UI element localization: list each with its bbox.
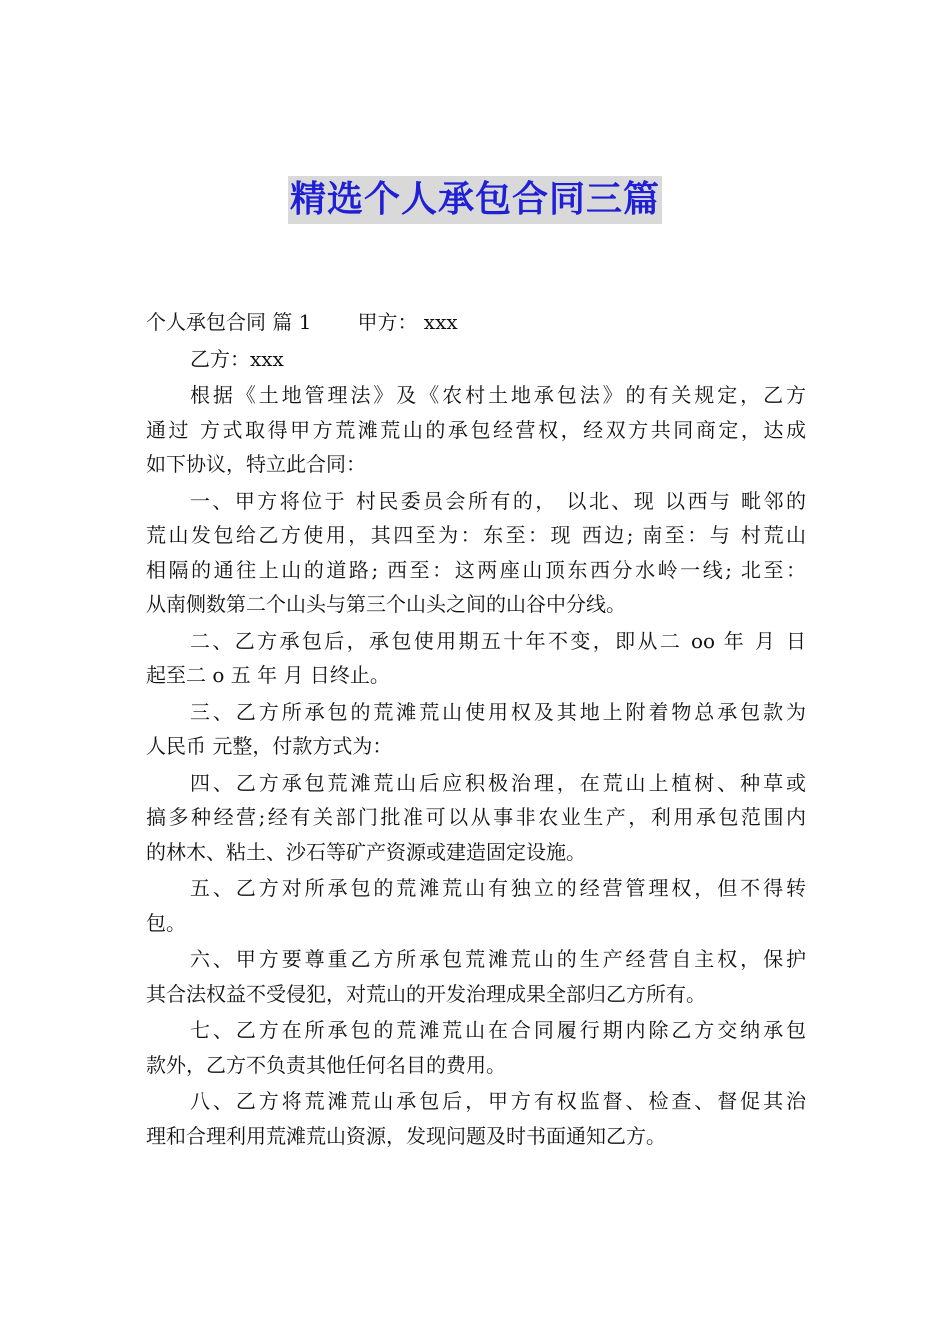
paragraph-line: 二、乙方承包后，承包使用期五十年不变，即从二 oo 年 月 日 — [190, 628, 806, 653]
paragraph-line: 根据《土地管理法》及《农村土地承包法》的有关规定，乙方 — [190, 383, 806, 407]
party-a: 甲方： xxx — [357, 310, 458, 334]
contract-heading: 个人承包合同 篇 1 — [146, 310, 312, 334]
title-container — [0, 176, 950, 224]
paragraph-line: 款外，乙方不负责其他任何名目的费用。 — [146, 1052, 506, 1077]
paragraph-line: 相隔的通往上山的道路; 西至：这两座山顶东西分水岭一线; 北至： — [146, 557, 806, 582]
party-b-line — [146, 342, 806, 377]
paragraph-line: 三、乙方所承包的荒滩荒山使用权及其地上附着物总承包款为 — [190, 699, 806, 724]
paragraph — [146, 942, 806, 1011]
paragraph-line: 八、乙方将荒滩荒山承包后，甲方有权监督、检查、督促其治 — [190, 1089, 806, 1113]
paragraph-list — [146, 378, 806, 1153]
paragraph-line: 人民币 元整，付款方式为： — [146, 734, 393, 758]
paragraph-line: 四、乙方承包荒滩荒山后应积极治理，在荒山上植树、种草或 — [190, 770, 806, 795]
paragraph — [146, 766, 806, 870]
paragraph-line: 其合法权益不受侵犯，对荒山的开发治理成果全部归乙方所有。 — [146, 981, 706, 1006]
paragraph-line: 搞多种经营;经有关部门批准可以从事非农业生产，利用承包范围内 — [146, 805, 806, 829]
paragraph-line: 包。 — [146, 910, 186, 935]
paragraph-line: 从南侧数第二个山头与第三个山头之间的山谷中分线。 — [146, 592, 626, 616]
contract-heading-line — [146, 305, 806, 340]
paragraph — [146, 1084, 806, 1153]
paragraph — [146, 1013, 806, 1082]
paragraph — [146, 871, 806, 940]
document-body — [146, 305, 806, 1155]
paragraph-line: 六、甲方要尊重乙方所承包荒滩荒山的生产经营自主权，保护 — [190, 947, 806, 971]
paragraph-line: 理和合理利用荒滩荒山资源，发现问题及时书面通知乙方。 — [146, 1123, 666, 1148]
paragraph-line: 的林木、粘土、沙石等矿产资源或建造固定设施。 — [146, 839, 586, 864]
paragraph — [146, 624, 806, 693]
paragraph-line: 五、乙方对所承包的荒滩荒山有独立的经营管理权，但不得转 — [190, 876, 806, 900]
paragraph-line: 起至二 o 五 年 月 日终止。 — [146, 663, 390, 687]
paragraph-line: 一、甲方将位于 村民委员会所有的， 以北、现 以西与 毗邻的 — [190, 488, 806, 513]
paragraph-line: 荒山发包给乙方使用，其四至为：东至：现 西边; 南至：与 村荒山 — [146, 523, 806, 547]
paragraph — [146, 695, 806, 764]
paragraph — [146, 484, 806, 622]
paragraph-line: 七、乙方在所承包的荒滩荒山在合同履行期内除乙方交纳承包 — [190, 1018, 806, 1042]
document-title: 精选个人承包合同三篇 — [288, 176, 662, 224]
party-b: 乙方：xxx — [190, 346, 284, 371]
paragraph-line: 通过 方式取得甲方荒滩荒山的承包经营权，经双方共同商定，达成 — [146, 417, 806, 442]
paragraph — [146, 378, 806, 482]
paragraph-line: 如下协议，特立此合同： — [146, 452, 366, 476]
